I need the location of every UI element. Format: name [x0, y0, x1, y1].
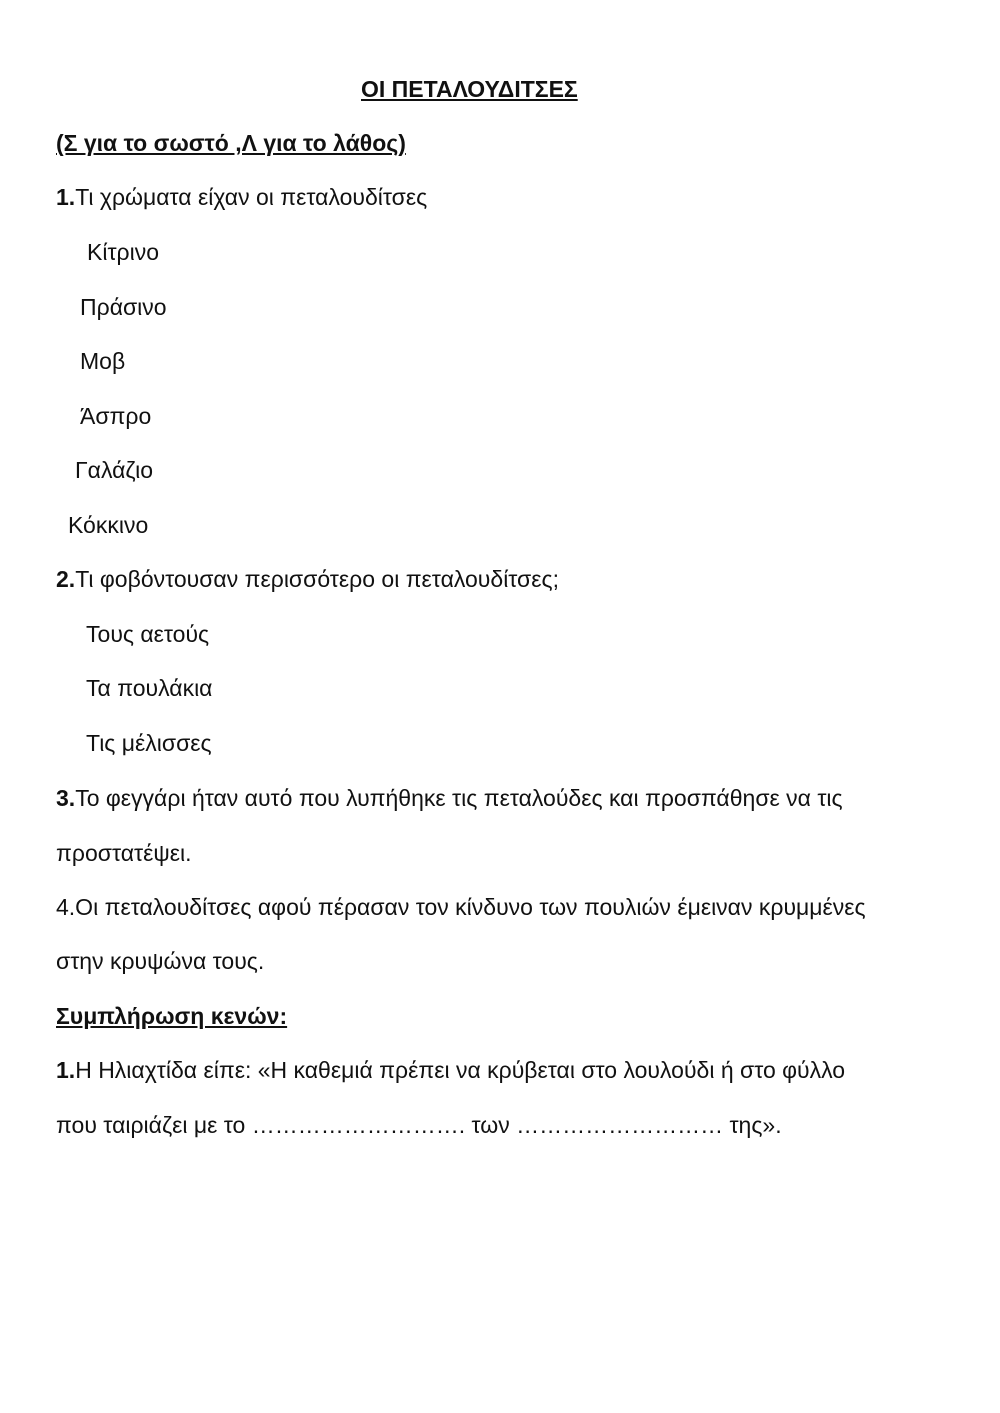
- q1-option-light-blue: Γαλάζιο: [75, 457, 154, 483]
- question-4-line-2: στην κρυψώνα τους.: [56, 948, 265, 974]
- fill-blank-1-line-2: που ταιριάζει με το ………………………. των ……………………… της».: [56, 1112, 782, 1138]
- q1-option-red: Κόκκινο: [68, 512, 149, 538]
- fill-blank-1-line-1: [56, 1055, 845, 1085]
- question-2-number: 2.: [56, 566, 76, 592]
- q1-option-purple: Μοβ: [80, 348, 126, 374]
- question-3-number: 3.: [56, 785, 76, 811]
- q1-option-white: Άσπρο: [80, 403, 152, 429]
- fill-blank-1-text: Η Ηλιαχτίδα είπε: «Η καθεμιά πρέπει να κρύβεται στο λουλούδι ή στο φύλλο: [75, 1057, 846, 1083]
- question-4-line-1: 4.Οι πεταλουδίτσες αφού πέρασαν τον κίνδυνο των πουλιών έμειναν κρυμμένες: [56, 894, 866, 920]
- true-false-instruction: (Σ για το σωστό ,Λ για το λάθος): [56, 130, 406, 156]
- fill-blanks-heading: Συμπλήρωση κενών:: [56, 1003, 288, 1029]
- q2-option-bees: Τις μέλισσες: [86, 730, 212, 756]
- question-2: [56, 564, 559, 594]
- fill-blank-1-number: 1.: [56, 1057, 76, 1083]
- question-1-text: Τι χρώματα είχαν οι πεταλουδίτσες: [75, 184, 428, 210]
- question-1-number: 1.: [56, 184, 76, 210]
- q2-option-birds: Τα πουλάκια: [86, 675, 213, 701]
- q1-option-green: Πράσινο: [80, 294, 167, 320]
- question-1: [56, 182, 427, 212]
- question-2-text: Τι φοβόντουσαν περισσότερο οι πεταλουδίτσες;: [75, 566, 559, 592]
- q1-option-yellow: Κίτρινο: [87, 239, 160, 265]
- q2-option-eagles: Τους αετούς: [86, 621, 210, 647]
- question-3-line-1: [56, 783, 843, 813]
- question-3-line-2: προστατέψει.: [56, 840, 192, 866]
- page-title: ΟΙ ΠΕΤΑΛΟΥΔΙΤΣΕΣ: [361, 76, 578, 102]
- question-3-text: Το φεγγάρι ήταν αυτό που λυπήθηκε τις πεταλούδες και προσπάθησε να τις: [75, 785, 843, 811]
